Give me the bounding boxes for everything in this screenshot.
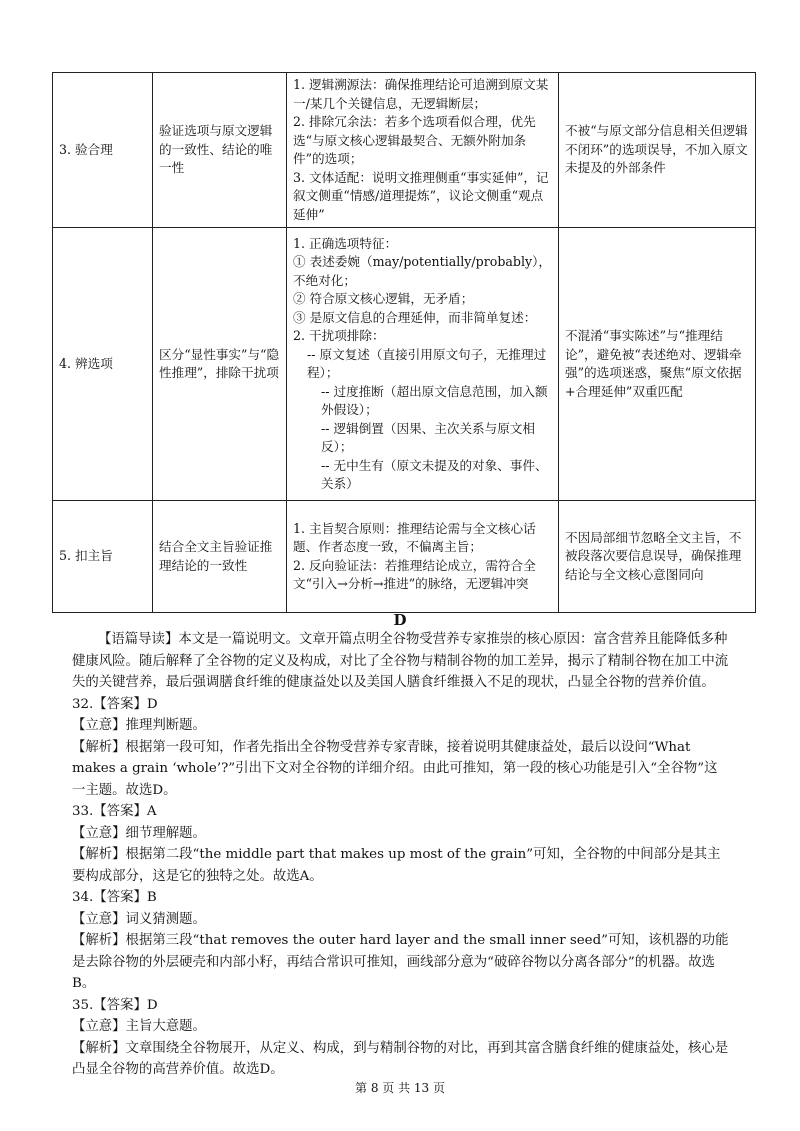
- point-line: 2. 反向验证法：若推理结论成立，需符合全文“引入→分析→推进”的脉络，无逻辑冲突: [293, 557, 536, 591]
- point-line: 1. 正确选项特征：: [293, 235, 398, 251]
- answer-line: 32.【答案】D: [72, 696, 158, 712]
- note-cell: 不混淆“事实陈述”与“推理结论”，避免被“表述绝对、逻辑牵强”的选项迷惑，聚焦“原文依据+合理延伸”双重匹配: [559, 228, 756, 501]
- point-line: 2. 排除冗余法：若多个选项看似合理，优先选“与原文核心逻辑最契合、无额外附加条件”的选项；: [293, 114, 536, 166]
- purpose-cell: 区分“显性事实”与“隐性推理”，排除干扰项: [153, 228, 287, 501]
- point-line: -- 逻辑倒置（因果、主次关系与原文相反）；: [321, 420, 536, 454]
- reading-guide: 【语篇导读】本文是一篇说明文。文章开篇点明全谷物受营养专家推崇的核心原因：富含营养且能降低多种健康风险。随后解释了全谷物的定义及构成，对比了全谷物与精制谷物的加工差异，揭示了精制谷物在加工中流失的关键营养，最后强调膳食纤维的健康益处以及美国人膳食纤维摄入不足的现状，凸显全谷物的营养价值。: [72, 632, 729, 690]
- section-title: D: [393, 611, 407, 629]
- point-line: 1. 逻辑溯源法：确保推理结论可追溯到原文某一/某几个关键信息，无逻辑断层；: [293, 77, 549, 111]
- analysis-line: 【解析】文章围绕全谷物展开，从定义、构成，到与精制谷物的对比，再到其富含膳食纤维的健康益处，核心是凸显全谷物的高营养价值。故选D。: [72, 1040, 729, 1077]
- step-cell: 5. 扣主旨: [53, 501, 153, 613]
- purpose-cell: 验证选项与原文逻辑的一致性、结论的唯一性: [153, 73, 287, 228]
- answer-body: [72, 629, 730, 1081]
- intent-line: 【立意】细节理解题。: [72, 825, 206, 841]
- step-cell: 3. 验合理: [53, 73, 153, 228]
- intent-line: 【立意】词义猜测题。: [72, 911, 206, 927]
- point-line: ② 符合原文核心逻辑，无矛盾；: [293, 291, 474, 306]
- points-cell: [287, 501, 559, 613]
- answer-line: 33.【答案】A: [72, 804, 157, 819]
- method-table: [52, 72, 756, 613]
- point-line: 1. 主旨契合原则：推理结论需与全文核心话题、作者态度一致，不偏离主旨；: [293, 520, 536, 554]
- points-cell: [287, 228, 559, 501]
- step-cell: 4. 辨选项: [53, 228, 153, 501]
- note-cell: 不被“与原文部分信息相关但逻辑不闭环”的选项误导，不加入原文未提及的外部条件: [559, 73, 756, 228]
- point-line: ① 表述委婉（may/potentially/probably），不绝对化；: [293, 254, 551, 288]
- note-cell: 不因局部细节忽略全文主旨，不被段落次要信息误导，确保推理结论与全文核心意图同向: [559, 501, 756, 613]
- analysis-line: 【解析】根据第三段“that removes the outer hard layer and the small inner seed”可知，该机器的功能是去除谷物的外层硬壳和内部小籽，再结合常识可推知，画线部分意为“破碎谷物以分离各部分”的机器。故选B。: [72, 933, 729, 991]
- purpose-cell: 结合全文主旨验证推理结论的一致性: [153, 501, 287, 613]
- point-line: -- 无中生有（原文未提及的对象、事件、关系）: [321, 457, 548, 491]
- table-row: [53, 73, 756, 228]
- point-line: 3. 文体适配：说明文推理侧重“事实延伸”，记叙文侧重“情感/道理提炼”，议论文侧重“观点延伸”: [293, 169, 549, 222]
- page-footer: 第 8 页 共 13 页: [355, 1081, 445, 1095]
- points-cell: [287, 73, 559, 228]
- answer-line: 35.【答案】D: [72, 997, 158, 1013]
- answer-line: 34.【答案】B: [72, 890, 157, 905]
- point-line: -- 原文复述（直接引用原文句子，无推理过程）；: [307, 346, 547, 380]
- analysis-line: 【解析】根据第一段可知，作者先指出全谷物受营养专家青睐，接着说明其健康益处，最后以设问“What makes a grain ‘whole’?”引出下文对全谷物的详细介绍。由此可推知，第一段的核心功能是引入“全谷物”这一主题。故选D。: [72, 739, 718, 798]
- point-line: 2. 干扰项排除：: [293, 328, 385, 343]
- table-row: [53, 228, 756, 501]
- point-line: -- 过度推断（超出原文信息范围，加入额外假设）；: [321, 383, 548, 417]
- point-line: ③ 是原文信息的合理延伸，而非简单复述：: [293, 309, 537, 325]
- intent-line: 【立意】主旨大意题。: [72, 1019, 206, 1034]
- analysis-line: 【解析】根据第二段“the middle part that makes up most of the grain”可知，全谷物的中间部分是其主要构成部分，这是它的独特之处。故选A。: [72, 847, 721, 884]
- table-row: [53, 501, 756, 613]
- intent-line: 【立意】推理判断题。: [72, 718, 206, 733]
